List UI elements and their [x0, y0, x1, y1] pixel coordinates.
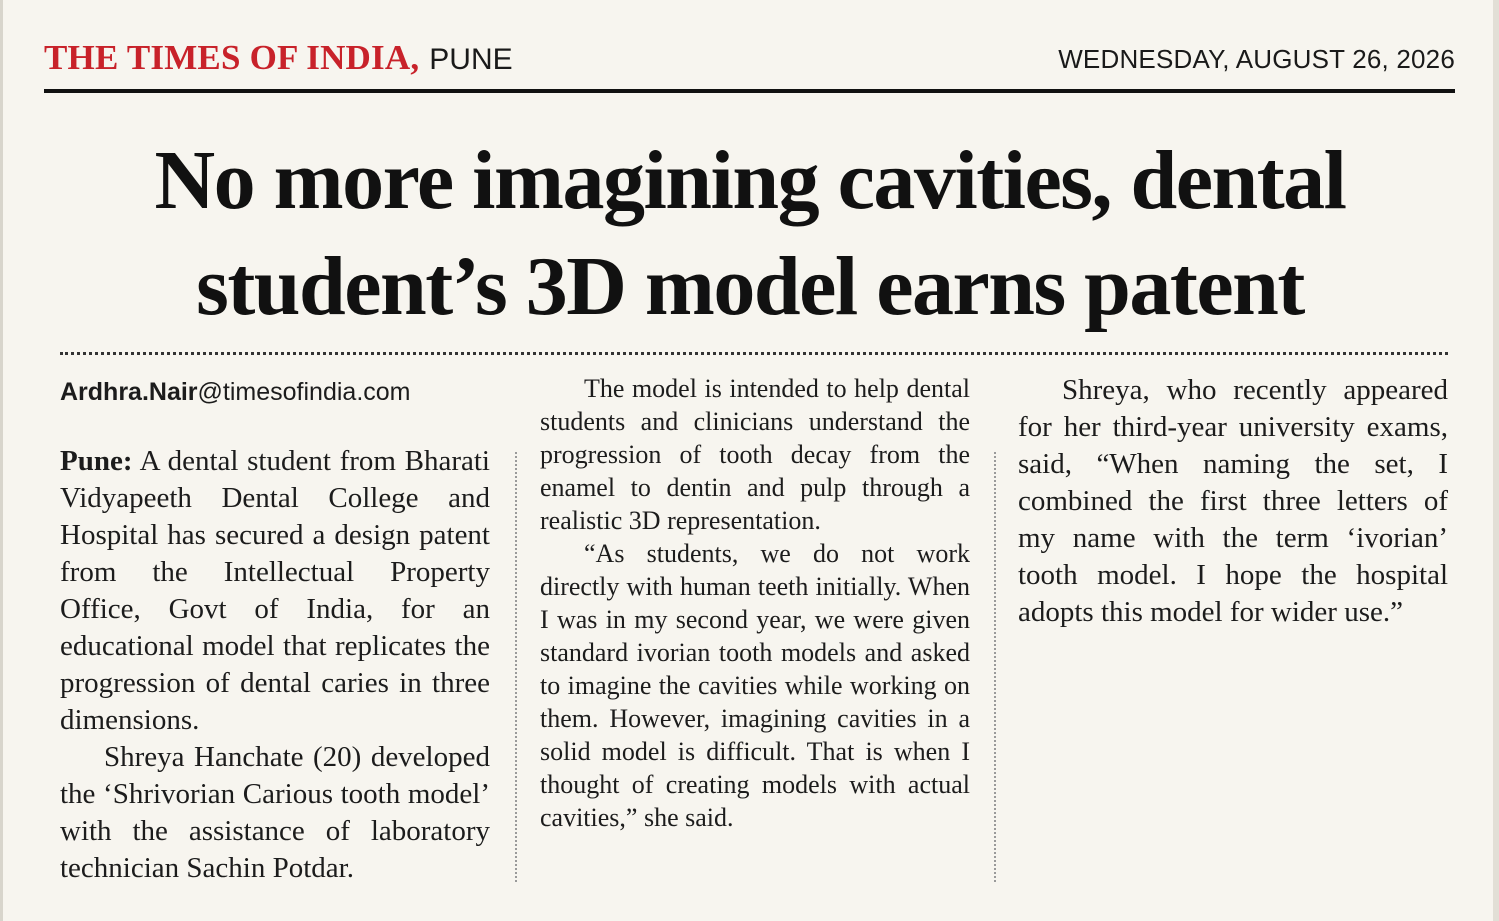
issue-date: WEDNESDAY, AUGUST 26, 2026 — [1058, 44, 1455, 74]
dateline: Pune: — [60, 445, 133, 477]
paragraph-2: Shreya Hanchate (20) developed the ‘Shrivorian Carious tooth model’ with the assistance of laboratory technician Sachin Potdar. — [60, 741, 490, 884]
column-separator — [515, 452, 517, 882]
paragraph-1 — [60, 443, 490, 739]
headline-divider — [60, 352, 1448, 355]
article-column-2 — [540, 372, 970, 834]
article-column-3 — [1018, 372, 1448, 631]
column-separator — [994, 452, 996, 882]
masthead-rule — [44, 89, 1455, 93]
edition-city: PUNE — [429, 43, 513, 76]
article-column-1 — [60, 372, 490, 887]
paragraph-1-text: A dental student from Bharati Vidyapeeth Dental College and Hospital has secured a design patent from the Intellectual Property Office, Govt of India, for an educational model that replicates the progression of dental caries in three dimensions. — [60, 445, 490, 736]
byline — [60, 372, 490, 412]
byline-domain: @timesofindia.com — [197, 378, 411, 406]
byline-name: Ardhra.Nair — [60, 378, 198, 406]
headline: No more imagining cavities, dental student’s 3D model earns patent — [154, 134, 1346, 333]
masthead — [44, 38, 513, 78]
newspaper-name: THE TIMES OF INDIA, — [44, 38, 420, 77]
paragraph-5: Shreya, who recently appeared for her third-year university exams, said, “When naming the set, I combined the first three letters of my name with the term ‘ivorian’ tooth model. I hope the hospital adopts this model for wider use.” — [1018, 374, 1448, 628]
paragraph-4: “As students, we do not work directly with human teeth initially. When I was in my second year, we were given standard ivorian tooth models and asked to imagine the cavities while working on them. However, imagining cavities in a solid model is difficult. That is when I thought of creating models with actual cavities,” she said. — [540, 539, 970, 832]
paragraph-3: The model is intended to help dental students and clinicians understand the progression of tooth decay from the enamel to dentin and pulp through a realistic 3D representation. — [540, 374, 970, 535]
